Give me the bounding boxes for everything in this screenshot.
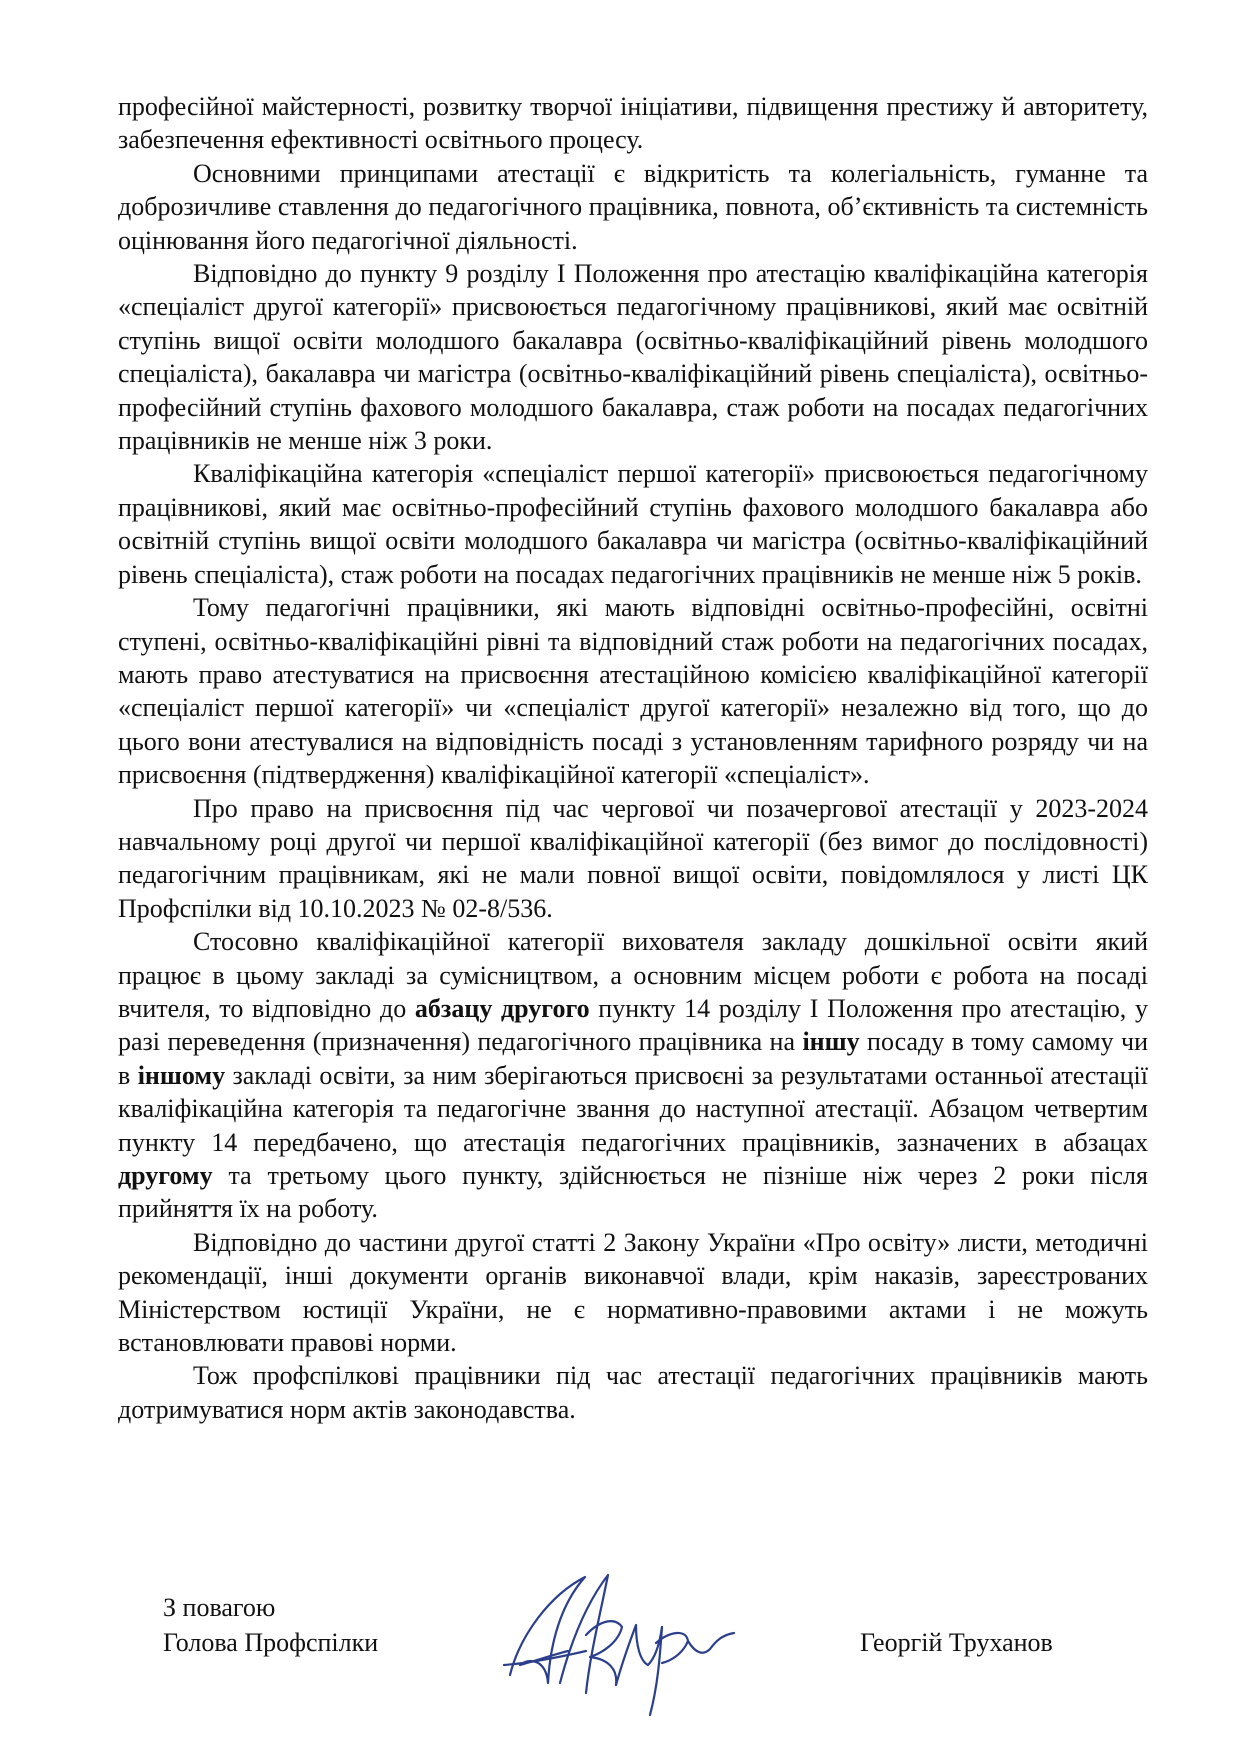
- paragraph-7-text-1: Стосовно кваліфікаційної категорії вихователя закладу дошкільної освіти який працює в цьому закладі за сумісництвом, а основним місцем роботи є робота на посаді вчителя, то відповідно до: [118, 927, 1148, 1023]
- paragraph-7-bold-2: іншу: [802, 1027, 860, 1057]
- handwritten-signature: [490, 1565, 740, 1730]
- paragraph-7-text-3: посаду в тому самому чи в: [118, 1027, 1149, 1090]
- signer-name: Георгій Труханов: [860, 1628, 1053, 1657]
- paragraph-7-bold-3: іншому: [137, 1060, 226, 1090]
- paragraph-9: Тож профспілкові працівники під час атестації педагогічних працівників мають дотримуватися норм актів законодавства.: [118, 1361, 1148, 1424]
- paragraph-7-bold-4: другому: [118, 1161, 213, 1190]
- paragraph-8: Відповідно до частини другої статті 2 Закону України «Про освіту» листи, методичні рекомендації, інші документи органів виконавчої влади, крім наказів, зареєстрованих Міністерством юстиції України, не є нормативно-правовими актами і не можуть встановлювати правові норми.: [118, 1227, 1148, 1358]
- paragraph-4: Кваліфікаційна категорія «спеціаліст першої категорії» присвоюється педагогічному працівникові, який має освітньо-професійний ступінь фахового молодшого бакалавра або освітній ступінь вищої освіти молодшого бакалавра чи магістра (освітньо-кваліфікаційний рівень спеціаліста), стаж роботи на посадах педагогічних працівників не менше ніж 5 років.: [118, 459, 1148, 589]
- paragraph-5: Тому педагогічні працівники, які мають відповідні освітньо-професійні, освітні ступені, освітньо-кваліфікаційні рівні та відповідний стаж роботи на педагогічних посадах, мають право атестуватися на присвоєння атестаційною комісією кваліфікаційної категорії «спеціаліст першої категорії» чи «спеціаліст другої категорії» незалежно від того, що до цього вони атестувалися на відповідність посаді з установленням тарифного розряду чи на присвоєння (підтвердження) кваліфікаційної категорії «спеціаліст».: [118, 593, 1148, 790]
- paragraph-2: Основними принципами атестації є відкритість та колегіальність, гуманне та доброзичливе ставлення до педагогічного працівника, повнота, об’єктивність та системність оцінювання його педагогічної діяльності.: [118, 158, 1148, 255]
- paragraph-7-text-2: пункту 14 розділу І Положення про атестацію, у разі переведення (призначення) педагогічного працівника на: [118, 993, 1148, 1057]
- paragraph-7: [118, 925, 1148, 1226]
- closing-position: Голова Профспілки: [163, 1628, 379, 1657]
- paragraph-7-text-5: та третьому цього пункту, здійснюється не пізніше ніж через 2 роки після прийняття їх на роботу.: [118, 1161, 1148, 1224]
- paragraph-7-text-4: закладі освіти, за ним зберігаються присвоєні за результатами останньої атестації кваліфікаційна категорія та педагогічне звання до наступної атестації. Абзацом четвертим пункту 14 передбачено, що атестація педагогічних працівників, зазначених в абзацах: [118, 1060, 1149, 1157]
- letter-body: [118, 90, 1148, 1426]
- paragraph-3: Відповідно до пункту 9 розділу І Положення про атестацію кваліфікаційна категорія «спеціаліст другої категорії» присвоюється педагогічному працівникові, який має освітній ступінь вищої освіти молодшого бакалавра (освітньо-кваліфікаційний рівень молодшого спеціаліста), бакалавра чи магістра (освітньо-кваліфікаційний рівень спеціаліста), освітньо-професійний ступінь фахового молодшого бакалавра, стаж роботи на посадах педагогічних працівників не менше ніж 3 роки.: [118, 259, 1148, 456]
- closing-greeting: З повагою: [163, 1593, 276, 1622]
- paragraph-7-bold-1: абзацу другого: [414, 993, 590, 1023]
- closing-block: [163, 1590, 378, 1660]
- paragraph-1: професійної майстерності, розвитку творчої ініціативи, підвищення престижу й авторитету, забезпечення ефективності освітнього процесу.: [118, 92, 1148, 155]
- paragraph-6: Про право на присвоєння під час чергової чи позачергової атестації у 2023-2024 навчальному році другої чи першої кваліфікаційної категорії (без вимог до послідовності) педагогічним працівникам, які не мали повної вищої освіти, повідомлялося у листі ЦК Профспілки від 10.10.2023 № 02-8/536.: [118, 793, 1148, 923]
